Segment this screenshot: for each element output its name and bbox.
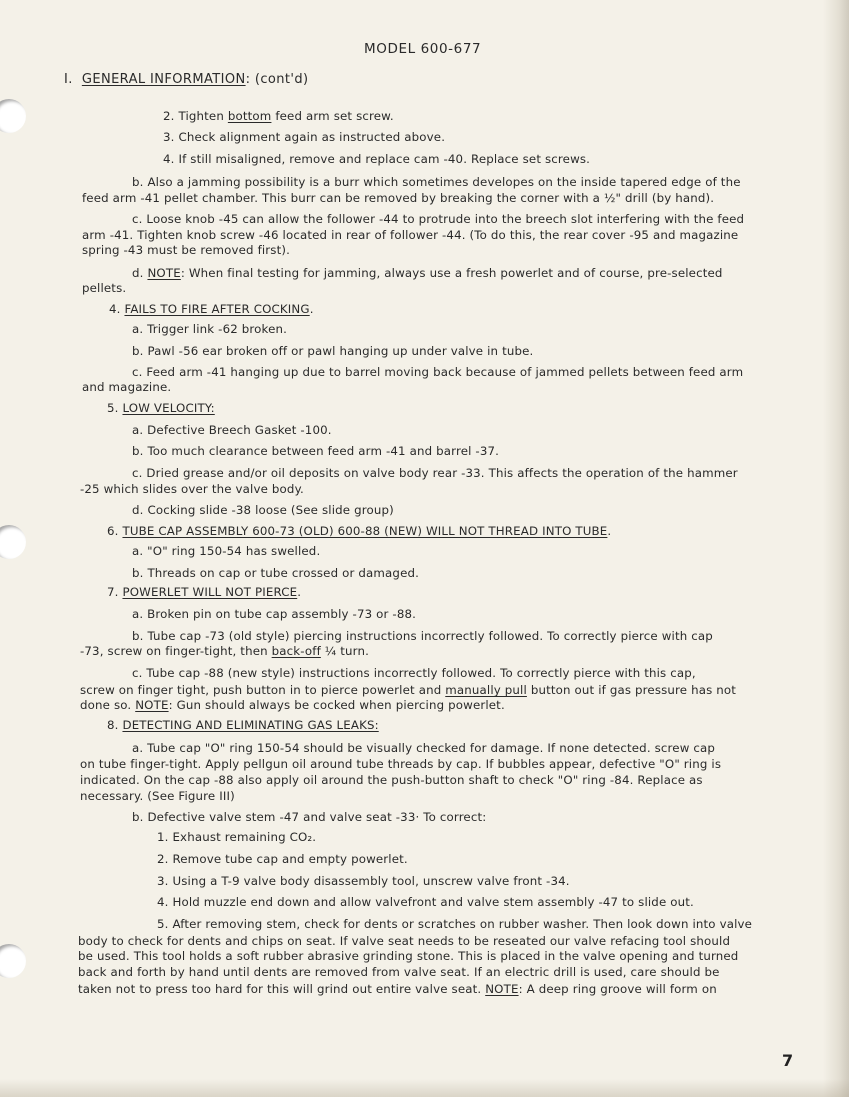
subsection-heading: 8. DETECTING AND ELIMINATING GAS LEAKS: xyxy=(107,718,379,732)
text-line: b. Tube cap -73 (old style) piercing instructions incorrectly followed. To correctly pierce with cap xyxy=(132,629,713,643)
text-line: back and forth by hand until dents are removed from valve seat. If an electric drill is used, care should be xyxy=(78,965,720,979)
text-line: c. Tube cap -88 (new style) instructions incorrectly followed. To correctly pierce with this cap, xyxy=(132,666,696,680)
text-line: 4. If still misaligned, remove and replace cam -40. Replace set screws. xyxy=(163,152,591,166)
text-line: feed arm -41 pellet chamber. This burr can be removed by breaking the corner with a ½" drill (by hand). xyxy=(82,191,715,205)
section-suffix: : (cont'd) xyxy=(245,72,309,87)
section-number: I. xyxy=(64,72,73,87)
text-line: done so. NOTE: Gun should always be cocked when piercing powerlet. xyxy=(80,698,505,712)
text-line: d. Cocking slide -38 loose (See slide group) xyxy=(132,503,394,517)
text-line: indicated. On the cap -88 also apply oil around the push-button shaft to check "O" ring -84. Replace as xyxy=(80,773,703,787)
page-bottom-shadow xyxy=(0,1079,849,1097)
text-line: b. Also a jamming possibility is a burr which sometimes developes on the inside tapered edge of the xyxy=(132,175,741,189)
page-header: MODEL 600-677 xyxy=(364,41,482,57)
text-line: taken not to press too hard for this will grind out entire valve seat. NOTE: A deep ring groove will form on xyxy=(78,982,717,996)
text-line: 3. Using a T-9 valve body disassembly tool, unscrew valve front -34. xyxy=(157,874,570,888)
text-line: be used. This tool holds a soft rubber abrasive grinding stone. This is placed in the valve opening and turned xyxy=(78,949,739,963)
text-line: and magazine. xyxy=(82,380,172,394)
text-line: 3. Check alignment again as instructed above. xyxy=(163,130,446,144)
text-line: 4. Hold muzzle end down and allow valvefront and valve stem assembly -47 to slide out. xyxy=(157,895,694,909)
text-line: c. Feed arm -41 hanging up due to barrel moving back because of jammed pellets between feed arm xyxy=(132,365,744,379)
section-heading xyxy=(64,72,309,87)
text-line: c. Loose knob -45 can allow the follower -44 to protrude into the breech slot interfering with the feed xyxy=(132,212,745,226)
text-line: 1. Exhaust remaining CO₂. xyxy=(157,830,317,844)
text-line: a. Tube cap "O" ring 150-54 should be visually checked for damage. If none detected. screw cap xyxy=(132,741,716,755)
text-line: d. NOTE: When final testing for jamming, always use a fresh powerlet and of course, pre-selected xyxy=(132,266,723,280)
text-line: arm -41. Tighten knob screw -46 located in rear of follower -44. (To do this, the rear cover -95 and magazine xyxy=(82,228,739,242)
text-line: a. Trigger link -62 broken. xyxy=(132,322,288,336)
text-line: b. Pawl -56 ear broken off or pawl hanging up under valve in tube. xyxy=(132,344,534,358)
text-line: pellets. xyxy=(82,281,127,295)
text-line: 2. Remove tube cap and empty powerlet. xyxy=(157,852,408,866)
text-line: -25 which slides over the valve body. xyxy=(80,482,304,496)
subsection-heading: 6. TUBE CAP ASSEMBLY 600-73 (OLD) 600-88 (NEW) WILL NOT THREAD INTO TUBE. xyxy=(107,524,612,538)
text-line: 2. Tighten bottom feed arm set screw. xyxy=(163,109,394,123)
section-title: GENERAL INFORMATION xyxy=(81,72,246,87)
text-line: b. Threads on cap or tube crossed or damaged. xyxy=(132,566,420,580)
subsection-heading: 7. POWERLET WILL NOT PIERCE. xyxy=(107,585,302,599)
subsection-heading: 4. FAILS TO FIRE AFTER COCKING. xyxy=(109,302,314,316)
page-edge-shadow xyxy=(823,0,849,1097)
text-line: on tube finger-tight. Apply pellgun oil around tube threads by cap. If bubbles appear, defective "O" ring is xyxy=(80,757,722,771)
text-line: body to check for dents and chips on seat. If valve seat needs to be reseated our valve refacing tool should xyxy=(78,934,731,948)
binder-hole-bottom xyxy=(0,944,26,978)
text-line: screw on finger tight, push button in to pierce powerlet and manually pull button out if gas pressure has not xyxy=(80,683,737,697)
text-line: necessary. (See Figure III) xyxy=(80,789,235,803)
text-line: 5. After removing stem, check for dents or scratches on rubber washer. Then look down into valve xyxy=(157,917,753,931)
text-line: b. Defective valve stem -47 and valve seat -33· To correct: xyxy=(132,810,487,824)
text-line: b. Too much clearance between feed arm -41 and barrel -37. xyxy=(132,444,500,458)
subsection-heading: 5. LOW VELOCITY: xyxy=(107,401,215,415)
text-line: a. "O" ring 150-54 has swelled. xyxy=(132,544,321,558)
page-number: 7 xyxy=(782,1051,794,1070)
text-line: -73, screw on finger-tight, then back-off ¼ turn. xyxy=(80,644,369,658)
text-line: a. Defective Breech Gasket -100. xyxy=(132,423,332,437)
text-line: c. Dried grease and/or oil deposits on valve body rear -33. This affects the operation of the hammer xyxy=(132,466,738,480)
text-line: spring -43 must be removed first). xyxy=(82,243,291,257)
text-line: a. Broken pin on tube cap assembly -73 or -88. xyxy=(132,607,417,621)
binder-hole-top xyxy=(0,99,26,133)
binder-hole-middle xyxy=(0,525,26,559)
